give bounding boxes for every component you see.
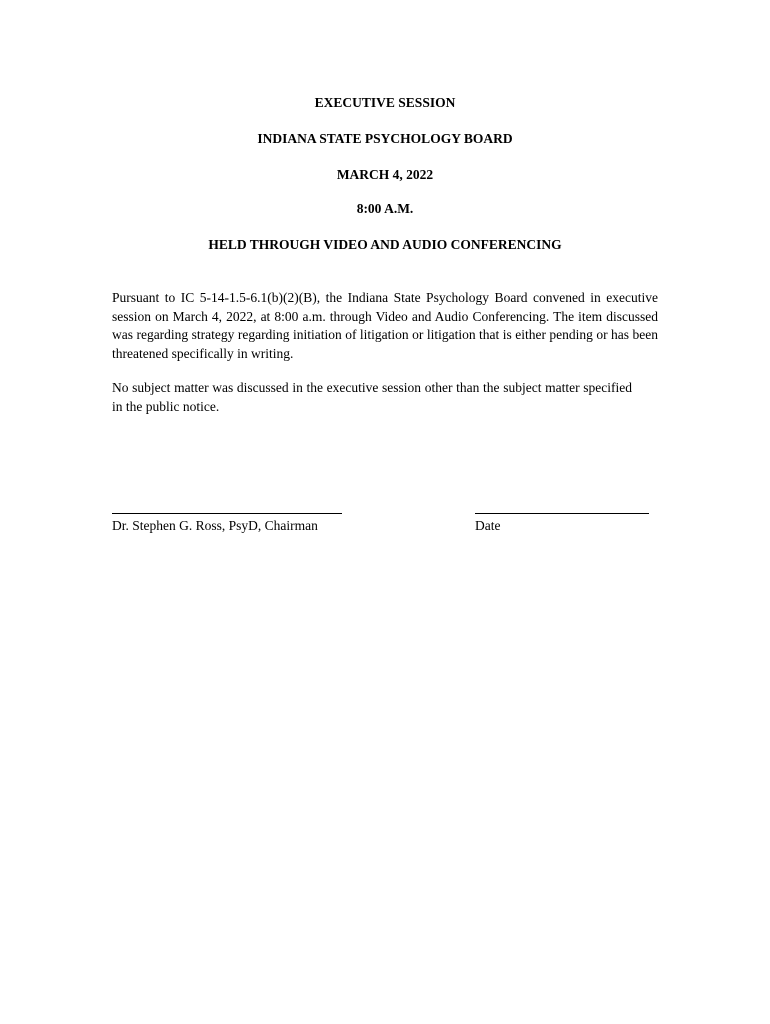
date-signature-line [475, 500, 649, 514]
date-signature-label: Date [475, 518, 501, 533]
board-name: INDIANA STATE PSYCHOLOGY BOARD [257, 131, 513, 146]
session-time: 8:00 A.M. [356, 201, 414, 216]
chairman-signature-label: Dr. Stephen G. Ross, PsyD, Chairman [112, 518, 318, 533]
subject-matter-paragraph: No subject matter was discussed in the executive session other than the subject matter specified in the public notice. [112, 380, 632, 414]
session-date: MARCH 4, 2022 [336, 167, 434, 182]
statement-paragraph: Pursuant to IC 5-14-1.5-6.1(b)(2)(B), the Indiana State Psychology Board convened in executive session on March 4, 2022, at 8:00 a.m. through Video and Audio Conferencing. The item discussed was regarding strategy regarding initiation of litigation or litigation that is either pending or has been threatened specifically in writing. [112, 290, 658, 361]
document-title: EXECUTIVE SESSION [314, 95, 456, 110]
chairman-signature-line [112, 500, 342, 514]
session-format: HELD THROUGH VIDEO AND AUDIO CONFERENCING [208, 237, 562, 252]
